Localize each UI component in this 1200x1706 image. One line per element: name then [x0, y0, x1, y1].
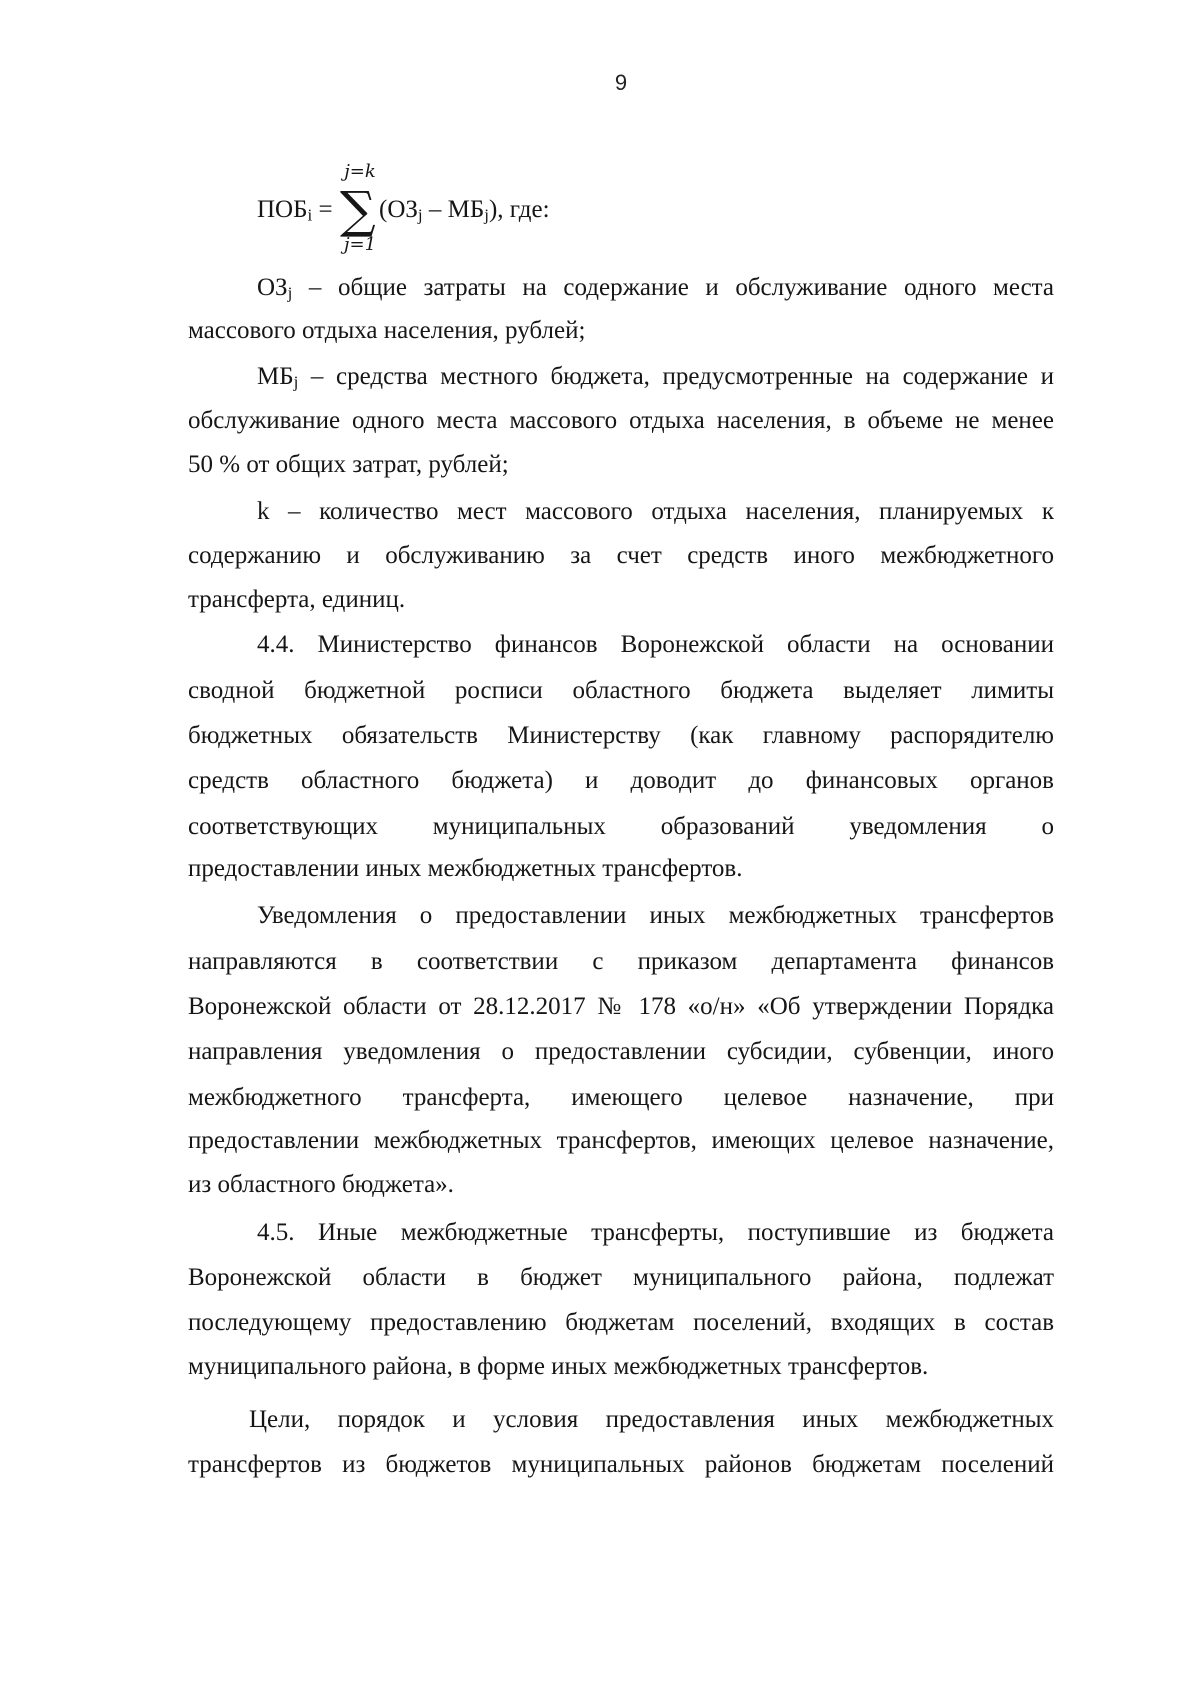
text-line: обслуживание одного места массового отдыха населения, в объеме не менее	[188, 407, 1054, 434]
formula-term-minus: – МБ	[422, 196, 485, 223]
text-line: сводной бюджетной росписи областного бюджета выделяет лимиты	[188, 677, 1054, 704]
text-line: Воронежской области от 28.12.2017 № 178 «о/н» «Об утверждении Порядка	[188, 993, 1054, 1020]
text-line: направляются в соответствии с приказом департамента финансов	[188, 948, 1054, 975]
text-line	[257, 497, 1054, 527]
text-line: 4.5. Иные межбюджетные трансферты, поступившие из бюджета	[257, 1219, 1054, 1246]
text-line: муниципального района, в форме иных межбюджетных трансфертов.	[188, 1353, 929, 1380]
formula-term-open: (ОЗ	[379, 196, 418, 223]
text-line	[257, 362, 1054, 392]
text-line: из областного бюджета».	[188, 1171, 454, 1198]
definition-text: – общие затраты на содержание и обслуживание одного места	[292, 274, 1054, 301]
text-line: 50 % от общих затрат, рублей;	[188, 451, 509, 478]
formula-lhs	[257, 195, 333, 225]
text-line: трансферта, единиц.	[188, 586, 406, 613]
definition-text: – средства местного бюджета, предусмотренные на содержание и	[298, 363, 1054, 390]
text-line: массового отдыха населения, рублей;	[188, 317, 586, 344]
formula-equals: =	[318, 196, 333, 223]
text-line: 4.4. Министерство финансов Воронежской области на основании	[257, 631, 1054, 658]
text-line: трансфертов из бюджетов муниципальных районов бюджетам поселений	[188, 1451, 1054, 1478]
text-line	[257, 273, 1054, 303]
text-line: Уведомления о предоставлении иных межбюджетных трансфертов	[257, 902, 1054, 929]
formula-lhs-subscript: i	[307, 205, 313, 225]
formula-subscript: j	[417, 205, 423, 225]
page-number: 9	[614, 70, 628, 95]
text-line: предоставлении межбюджетных трансфертов, имеющих целевое назначение,	[188, 1127, 1054, 1154]
text-line: соответствующих муниципальных образований уведомления о	[188, 813, 1054, 840]
definition-term: МБ	[257, 363, 294, 390]
text-line: Цели, порядок и условия предоставления иных межбюджетных	[249, 1406, 1054, 1433]
definition-term-subscript: j	[287, 283, 293, 303]
definition-term-subscript: j	[293, 372, 299, 392]
text-line: средств областного бюджета) и доводит до финансовых органов	[188, 767, 1054, 794]
text-line: направления уведомления о предоставлении субсидии, субвенции, иного	[188, 1038, 1054, 1065]
text-line: содержанию и обслуживанию за счет средств иного межбюджетного	[188, 542, 1054, 569]
formula-rhs	[379, 195, 550, 225]
definition-text: – количество мест массового отдыха населения, планируемых к	[269, 498, 1054, 525]
formula-subscript: j	[484, 205, 489, 225]
text-line: последующему предоставлению бюджетам поселений, входящих в состав	[188, 1309, 1054, 1336]
sum-lower-limit: j=1	[343, 234, 377, 255]
formula-term-close: ), где:	[488, 196, 550, 223]
text-line: Воронежской области в бюджет муниципального района, подлежат	[188, 1264, 1054, 1291]
formula-lhs-symbol: ПОБ	[257, 196, 308, 223]
definition-term: ОЗ	[257, 274, 288, 301]
definition-term: k	[257, 498, 270, 525]
sum-symbol: ∑	[340, 181, 376, 239]
text-line: предоставлении иных межбюджетных трансфертов.	[188, 855, 743, 882]
text-line: межбюджетного трансферта, имеющего целевое назначение, при	[188, 1084, 1054, 1111]
sum-upper-limit: j=k	[344, 161, 376, 182]
text-line: бюджетных обязательств Министерству (как главному распорядителю	[188, 722, 1054, 749]
